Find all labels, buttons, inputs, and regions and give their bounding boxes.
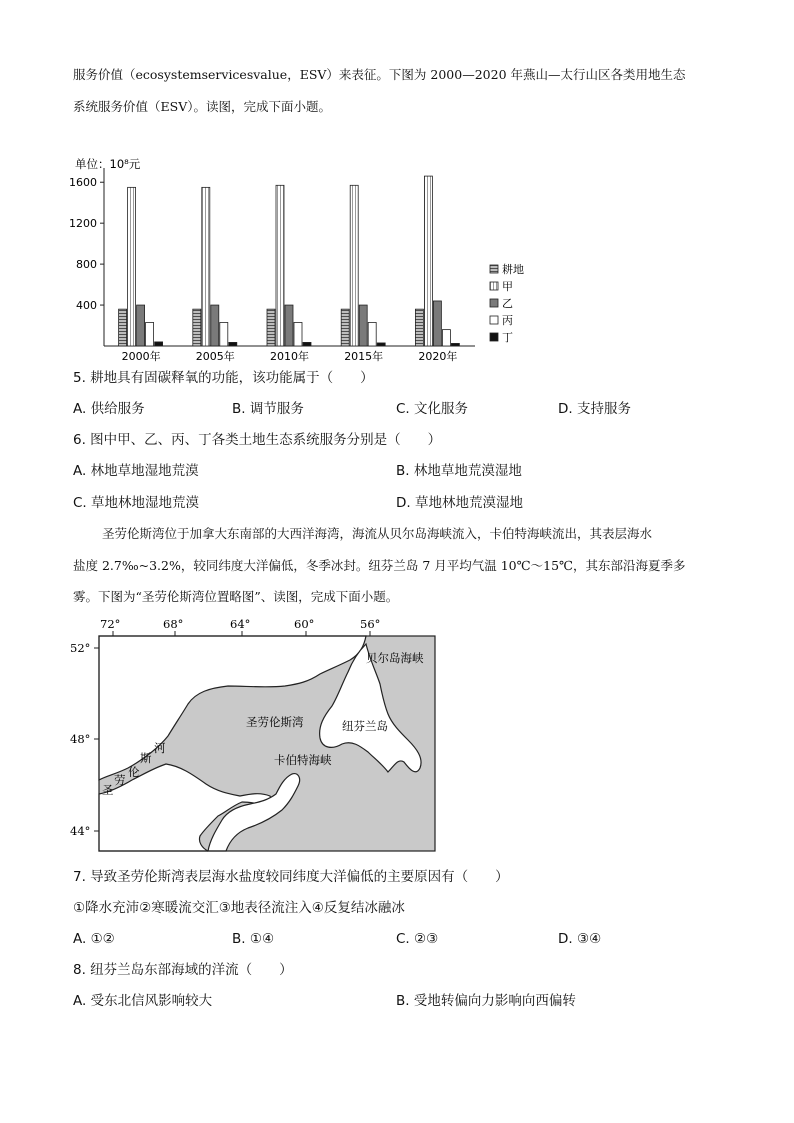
lat-label-48: 48° xyxy=(70,732,91,746)
legend-label-丙: 丙 xyxy=(502,314,513,327)
q8-option-a[interactable]: A. 受东北信风影响较大 xyxy=(73,993,213,1009)
bar-丙-2020年 xyxy=(442,330,450,346)
bar-耕地-2005年 xyxy=(193,309,201,346)
q5-option-d[interactable]: D. 支持服务 xyxy=(558,401,631,417)
bar-丁-2000年 xyxy=(155,342,163,346)
q7-option-b[interactable]: B. ①④ xyxy=(232,931,275,947)
lon-label-60: 60° xyxy=(294,617,315,631)
legend-swatch-乙 xyxy=(490,299,498,307)
q5-stem: 5. 耕地具有固碳释氧的功能，该功能属于（ ） xyxy=(73,370,374,386)
legend-label-甲: 甲 xyxy=(502,280,513,293)
y-tick-label: 800 xyxy=(76,258,97,272)
river-label-lun: 伦 xyxy=(128,765,140,779)
river-label-sheng: 圣 xyxy=(102,783,114,797)
bar-丁-2015年 xyxy=(377,343,385,346)
legend-swatch-甲 xyxy=(490,282,498,290)
gulf-st-lawrence-map xyxy=(70,614,450,859)
bar-乙-2020年 xyxy=(433,301,441,346)
q7-option-d[interactable]: D. ③④ xyxy=(558,931,602,947)
q7-option-a[interactable]: A. ①② xyxy=(73,931,115,947)
legend-label-乙: 乙 xyxy=(502,297,513,310)
esv-bar-chart xyxy=(60,150,550,365)
x-tick-label: 2005年 xyxy=(195,350,235,363)
legend-swatch-丙 xyxy=(490,316,498,324)
legend-swatch-丁 xyxy=(490,333,498,341)
bar-耕地-2015年 xyxy=(341,309,349,346)
bar-丁-2005年 xyxy=(229,342,237,346)
chart-unit-label: 单位：10⁸元 xyxy=(75,157,141,171)
bar-丙-2010年 xyxy=(294,322,302,346)
bar-丙-2000年 xyxy=(146,322,154,346)
q6-option-c[interactable]: C. 草地林地湿地荒漠 xyxy=(73,495,200,511)
lat-label-44: 44° xyxy=(70,824,91,838)
river-label-lao: 劳 xyxy=(114,773,126,787)
gulf-label: 圣劳伦斯湾 xyxy=(246,715,304,729)
bar-耕地-2020年 xyxy=(415,309,423,346)
bar-乙-2005年 xyxy=(211,305,219,346)
river-label-he: 河 xyxy=(154,741,166,755)
newfoundland-label: 纽芬兰岛 xyxy=(342,719,388,733)
q7-option-c[interactable]: C. ②③ xyxy=(396,931,439,947)
bar-耕地-2010年 xyxy=(267,309,275,346)
bar-丁-2020年 xyxy=(451,343,459,346)
q6-option-a[interactable]: A. 林地草地湿地荒漠 xyxy=(73,463,199,479)
y-tick-label: 1600 xyxy=(69,176,97,190)
bar-甲-2020年 xyxy=(424,176,432,346)
bar-甲-2015年 xyxy=(350,185,358,346)
bar-耕地-2000年 xyxy=(119,309,127,346)
legend-label-丁: 丁 xyxy=(502,331,513,344)
q5-option-b[interactable]: B. 调节服务 xyxy=(232,401,304,417)
q5-option-c[interactable]: C. 文化服务 xyxy=(396,401,469,417)
bar-丙-2015年 xyxy=(368,322,376,346)
bar-甲-2010年 xyxy=(276,185,284,346)
bar-甲-2005年 xyxy=(202,187,210,346)
x-tick-label: 2000年 xyxy=(121,350,161,363)
intro-line-2: 系统服务价值（ESV）。读图，完成下面小题。 xyxy=(73,99,331,114)
lon-label-68: 68° xyxy=(163,617,184,631)
passage2-line-1: 圣劳伦斯湾位于加拿大东南部的大西洋海湾，海流从贝尔岛海峡流入，卡伯特海峡流出，其表层海水 xyxy=(102,526,653,541)
q7-options-line: ①降水充沛②寒暖流交汇③地表径流注入④反复结冰融冰 xyxy=(73,900,405,916)
y-tick-label: 400 xyxy=(76,299,97,313)
x-tick-label: 2010年 xyxy=(270,350,309,363)
q6-stem: 6. 图中甲、乙、丙、丁各类土地生态系统服务分别是（ ） xyxy=(73,432,442,448)
bar-丁-2010年 xyxy=(303,342,311,346)
intro-line-1: 服务价值（ecosystemservicesvalue，ESV）来表征。下图为 2000—2020 年燕山—太行山区各类用地生态 xyxy=(73,67,686,82)
y-tick-label: 1200 xyxy=(69,217,97,231)
q7-stem: 7. 导致圣劳伦斯湾表层海水盐度较同纬度大洋偏低的主要原因有（ ） xyxy=(73,869,509,885)
belle-isle-strait-label: 贝尔岛海峡 xyxy=(366,651,424,665)
q8-option-b[interactable]: B. 受地转偏向力影响向西偏转 xyxy=(396,993,576,1009)
legend-swatch-耕地 xyxy=(490,265,498,273)
bar-乙-2015年 xyxy=(359,305,367,346)
bar-甲-2000年 xyxy=(128,187,136,346)
cabot-strait-label: 卡伯特海峡 xyxy=(274,753,332,767)
lon-label-72: 72° xyxy=(100,617,121,631)
lon-label-64: 64° xyxy=(230,617,251,631)
legend-label-耕地: 耕地 xyxy=(502,263,524,276)
river-label-si: 斯 xyxy=(140,751,152,765)
bar-丙-2005年 xyxy=(220,322,228,346)
passage2-line-2: 盐度 2.7‰~3.2%，较同纬度大洋偏低，冬季冰封。纽芬兰岛 7 月平均气温 10℃～15℃，其东部沿海夏季多 xyxy=(73,558,686,573)
lat-label-52: 52° xyxy=(70,641,91,655)
lon-label-56: 56° xyxy=(360,617,381,631)
q5-option-a[interactable]: A. 供给服务 xyxy=(73,401,145,417)
bar-乙-2010年 xyxy=(285,305,293,346)
x-tick-label: 2020年 xyxy=(418,350,458,363)
q6-option-d[interactable]: D. 草地林地荒漠湿地 xyxy=(396,495,523,511)
passage2-line-3: 雾。下图为“圣劳伦斯湾位置略图”、读图，完成下面小题。 xyxy=(73,589,399,604)
q6-option-b[interactable]: B. 林地草地荒漠湿地 xyxy=(396,463,522,479)
q8-stem: 8. 纽芬兰岛东部海域的洋流（ ） xyxy=(73,962,293,978)
bar-乙-2000年 xyxy=(137,305,145,346)
x-tick-label: 2015年 xyxy=(344,350,384,363)
